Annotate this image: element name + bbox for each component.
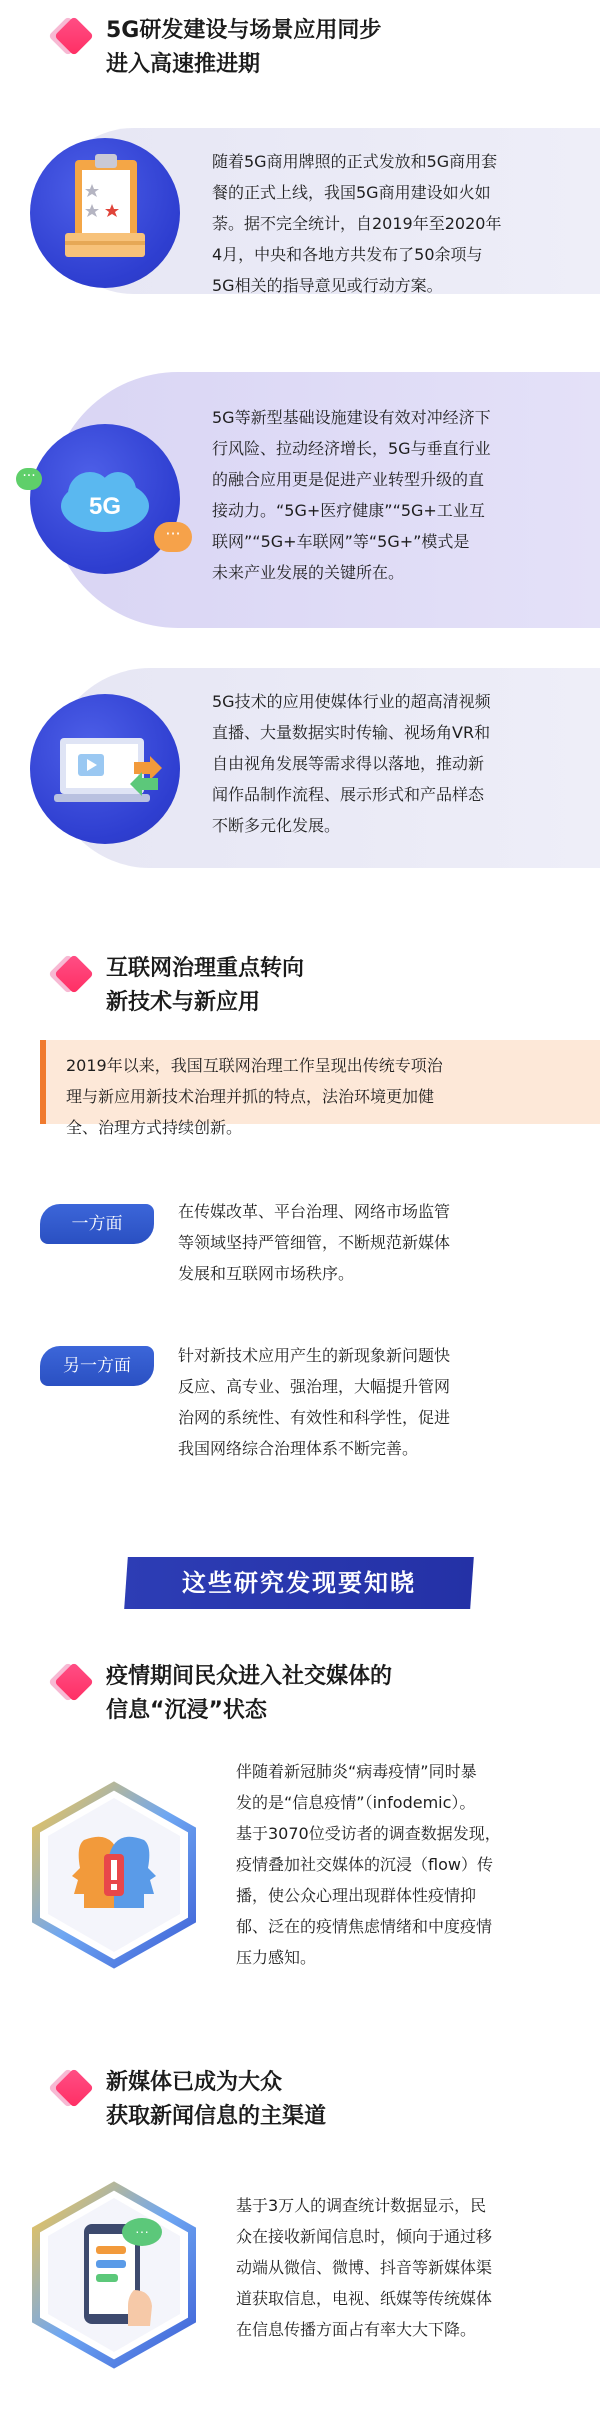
text-line: 发的是“信息疫情”（infodemic）。 xyxy=(236,1793,476,1812)
section-title-line: 疫情期间民众进入社交媒体的 xyxy=(106,1664,393,1689)
text-line: 众在接收新闻信息时，倾向于通过移 xyxy=(236,2227,493,2246)
section-title-line: 信息“沉浸”状态 xyxy=(106,1698,267,1723)
section-title-immersion xyxy=(50,1660,392,1728)
card-text xyxy=(212,402,582,588)
text-line: 接动力。“5G+医疗健康”“5G+工业互 xyxy=(212,501,485,520)
text-line: 伴随着新冠肺炎“病毒疫情”同时暴 xyxy=(236,1762,477,1781)
hexagon-illustration xyxy=(24,1780,204,1970)
laptop-illustration xyxy=(30,694,180,844)
section4-text xyxy=(236,2190,576,2345)
label-pill-other-side: 另一方面 xyxy=(40,1346,154,1386)
text-line: 治网的系统性、有效性和科学性，促进 xyxy=(178,1408,451,1427)
section-title-governance xyxy=(50,952,304,1020)
heads-alert-icon xyxy=(24,1780,204,1970)
card-text xyxy=(212,146,582,301)
5g-badge: 5G xyxy=(88,493,122,520)
text-line: 针对新技术应用产生的新现象新问题快 xyxy=(178,1346,451,1365)
clipboard-illustration xyxy=(30,138,180,288)
text-line: 5G技术的应用使媒体行业的超高清视频 xyxy=(212,692,491,711)
text-line: 基于3070位受访者的调查数据发现， xyxy=(236,1824,501,1843)
diamond-icon xyxy=(50,1662,90,1702)
laptop-video-icon xyxy=(30,694,180,844)
text-line: 行风险、拉动经济增长，5G与垂直行业 xyxy=(212,439,491,458)
text-line: 压力感知。 xyxy=(236,1948,317,1967)
section-title-line: 获取新闻信息的主渠道 xyxy=(106,2104,327,2129)
text-line: 我国网络综合治理体系不断完善。 xyxy=(178,1439,419,1458)
text-line: 直播、大量数据实时传输、视场角VR和 xyxy=(212,723,491,742)
section3-text xyxy=(236,1756,576,1973)
section-title-line: 新媒体已成为大众 xyxy=(106,2070,283,2095)
text-line: 发展和互联网市场秩序。 xyxy=(178,1264,355,1283)
label-pill-one-side: 一方面 xyxy=(40,1204,154,1244)
text-line: 道获取信息，电视、纸媒等传统媒体 xyxy=(236,2289,493,2308)
text-line: 郁、泛在的疫情焦虑情绪和中度疫情 xyxy=(236,1917,493,1936)
text-line: 随着5G商用牌照的正式发放和5G商用套 xyxy=(212,152,498,171)
cloud-5g-icon xyxy=(30,424,180,574)
text-line: 的融合应用更是促进产业转型升级的直 xyxy=(212,470,485,489)
section-title-line: 新技术与新应用 xyxy=(106,990,261,1015)
5g-cloud-illustration xyxy=(30,424,180,574)
text-line: 不断多元化发展。 xyxy=(212,816,341,835)
text-line: 联网”“5G+车联网”等“5G+”模式是 xyxy=(212,532,470,551)
text-line: 理与新应用新技术治理并抓的特点，法治环境更加健 xyxy=(66,1087,435,1106)
text-line: 4月，中央和各地方共发布了50余项与 xyxy=(212,245,483,264)
text-line: 在传媒改革、平台治理、网络市场监管 xyxy=(178,1202,451,1221)
svg-text:···: ··· xyxy=(135,2223,149,2239)
card-text xyxy=(212,686,582,841)
text-line: 全、治理方式持续创新。 xyxy=(66,1118,243,1137)
phone-chat-icon xyxy=(24,2180,204,2370)
section-title-line: 互联网治理重点转向 xyxy=(106,956,305,981)
pill-description xyxy=(178,1340,578,1464)
text-line: 基于3万人的调查统计数据显示，民 xyxy=(236,2196,487,2215)
chat-bubble-icon: ··· xyxy=(154,522,192,552)
hexagon-illustration xyxy=(24,2180,204,2370)
text-line: 未来产业发展的关键所在。 xyxy=(212,563,405,582)
text-line: 5G等新型基础设施建设有效对冲经济下 xyxy=(212,408,491,427)
text-line: 2019年以来，我国互联网治理工作呈现出传统专项治 xyxy=(66,1056,443,1075)
section-title-line: 5G研发建设与场景应用同步 xyxy=(106,18,382,43)
chat-bubble-icon: ··· xyxy=(16,468,42,490)
section-title-new-media xyxy=(50,2066,326,2134)
text-line: 在信息传播方面占有率大大下降。 xyxy=(236,2320,477,2339)
text-line: 自由视角发展等需求得以落地，推动新 xyxy=(212,754,485,773)
banner-title: 这些研究发现要知晓 xyxy=(182,1569,416,1597)
text-line: 反应、高专业、强治理，大幅提升管网 xyxy=(178,1377,451,1396)
text-line: 荼。据不完全统计，自2019年至2020年 xyxy=(212,214,502,233)
section-title-5g xyxy=(50,14,381,82)
section-title-line: 进入高速推进期 xyxy=(106,52,261,77)
intro-callout xyxy=(40,1040,600,1137)
diamond-icon xyxy=(50,954,90,994)
findings-banner xyxy=(126,1557,472,1617)
clipboard-icon xyxy=(30,138,180,288)
text-line: 5G相关的指导意见或行动方案。 xyxy=(212,276,443,295)
text-line: 动端从微信、微博、抖音等新媒体渠 xyxy=(236,2258,493,2277)
pill-description xyxy=(178,1196,578,1289)
text-line: 餐的正式上线，我国5G商用建设如火如 xyxy=(212,183,491,202)
diamond-icon xyxy=(50,2068,90,2108)
text-line: 闻作品制作流程、展示形式和产品样态 xyxy=(212,785,485,804)
text-line: 等领域坚持严管细管，不断规范新媒体 xyxy=(178,1233,451,1252)
diamond-icon xyxy=(50,16,90,56)
text-line: 疫情叠加社交媒体的沉浸（flow）传 xyxy=(236,1855,493,1874)
text-line: 播，使公众心理出现群体性疫情抑 xyxy=(236,1886,477,1905)
